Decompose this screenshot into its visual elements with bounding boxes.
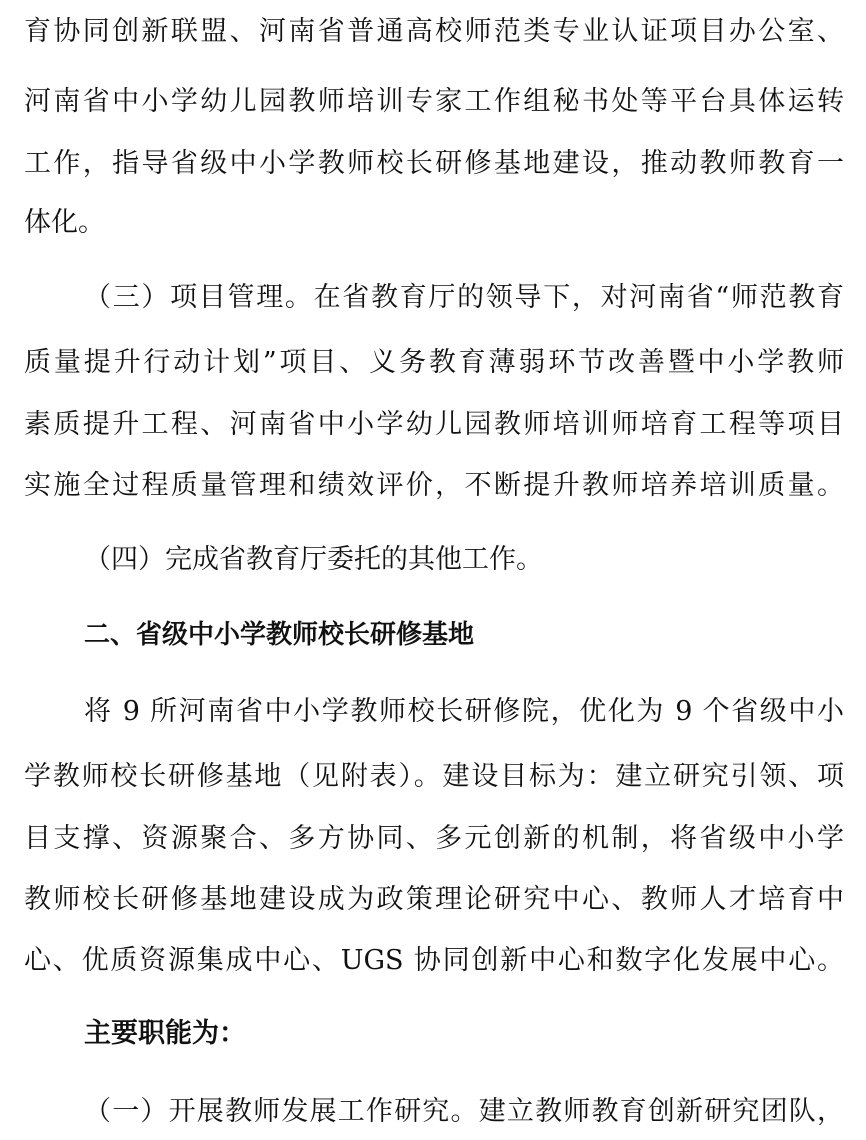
text-line: 学教师校长研修基地（见附表）。建设目标为：建立研究引领、项	[24, 761, 844, 792]
text-line: 河南省中小学幼儿园教师培训专家工作组秘书处等平台具体运转	[24, 86, 844, 117]
text-line: 素质提升工程、河南省中小学幼儿园教师培训师培育工程等项目	[24, 409, 844, 440]
text-line: 体化。	[24, 207, 105, 238]
text-line: 心、优质资源集成中心、UGS 协同创新中心和数字化发展中心。	[24, 945, 844, 976]
text-line: （三）项目管理。在省教育厅的领导下，对河南省“师范教育	[84, 282, 844, 313]
text-line: 将 9 所河南省中小学教师校长研修院，优化为 9 个省级中小	[84, 696, 844, 727]
text-line: 育协同创新联盟、河南省普通高校师范类专业认证项目办公室、	[24, 16, 844, 47]
section-heading: 二、省级中小学教师校长研修基地	[84, 620, 475, 650]
text-line: 实施全过程质量管理和绩效评价，不断提升教师培养培训质量。	[24, 470, 844, 501]
text-line: 质量提升行动计划”项目、义务教育薄弱环节改善暨中小学教师	[24, 347, 844, 378]
text-line: 教师校长研修基地建设成为政策理论研究中心、教师人才培育中	[24, 884, 844, 915]
text-line: （一）开展教师发展工作研究。建立教师教育创新研究团队，	[84, 1096, 844, 1127]
text-line: 目支撑、资源聚合、多方协同、多元创新的机制，将省级中小学	[24, 823, 844, 854]
text-line: 工作，指导省级中小学教师校长研修基地建设，推动教师教育一	[24, 148, 844, 179]
subheading: 主要职能为：	[84, 1018, 246, 1049]
text-line: （四）完成省教育厅委托的其他工作。	[84, 544, 543, 575]
